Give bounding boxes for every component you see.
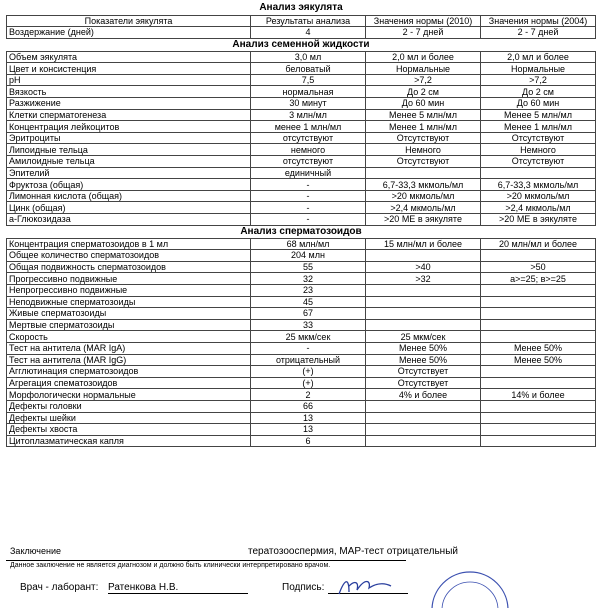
row-norm-2004: До 2 см — [481, 86, 596, 98]
row-norm-2004 — [481, 167, 596, 179]
row-result: (+) — [251, 377, 366, 389]
row-norm-2004 — [481, 412, 596, 424]
table-row — [7, 366, 596, 378]
row-result: - — [251, 342, 366, 354]
header-norm-2010: Значения нормы (2010) — [366, 15, 481, 27]
row-norm-2010: Отсутствует — [366, 366, 481, 378]
row-result: менее 1 млн/мл — [251, 121, 366, 133]
row-norm-2010 — [366, 424, 481, 436]
row-norm-2004 — [481, 400, 596, 412]
row-result: 45 — [251, 296, 366, 308]
row-label: Клетки сперматогенеза — [7, 109, 251, 121]
row-norm-2010: Менее 50% — [366, 342, 481, 354]
table-row — [7, 86, 596, 98]
row-norm-2010: Менее 50% — [366, 354, 481, 366]
row-label: Амилоидные тельца — [7, 156, 251, 168]
row-label: Цитоплазматическая капля — [7, 435, 251, 447]
row-result: (+) — [251, 366, 366, 378]
table-row — [7, 238, 596, 250]
table-row — [7, 412, 596, 424]
row-result: 4 — [251, 27, 366, 39]
row-norm-2004 — [481, 319, 596, 331]
row-norm-2004: Менее 1 млн/мл — [481, 121, 596, 133]
row-norm-2010 — [366, 319, 481, 331]
row-norm-2010 — [366, 412, 481, 424]
section-title: Анализ семенной жидкости — [232, 38, 370, 50]
row-norm-2010: Нормальные — [366, 63, 481, 75]
signature-image — [335, 574, 395, 600]
row-label: pH — [7, 74, 251, 86]
table-row — [7, 261, 596, 273]
row-result: 13 — [251, 424, 366, 436]
row-norm-2010 — [366, 308, 481, 320]
row-norm-2004: >7,2 — [481, 74, 596, 86]
table-row — [7, 296, 596, 308]
row-result: отрицательный — [251, 354, 366, 366]
row-result: 55 — [251, 261, 366, 273]
row-norm-2004 — [481, 296, 596, 308]
row-norm-2004: Менее 50% — [481, 342, 596, 354]
table-row — [7, 63, 596, 75]
section-title: Анализ сперматозоидов — [240, 225, 362, 237]
row-result: 32 — [251, 273, 366, 285]
row-label: а-Глюкозидаза — [7, 214, 251, 226]
table-row — [7, 273, 596, 285]
section-title-row — [7, 38, 596, 51]
row-norm-2004: 20 млн/мл и более — [481, 238, 596, 250]
row-norm-2010: Менее 5 млн/мл — [366, 109, 481, 121]
row-result: 66 — [251, 400, 366, 412]
table-row — [7, 354, 596, 366]
row-norm-2010 — [366, 167, 481, 179]
row-label: Общая подвижность сперматозоидов — [7, 261, 251, 273]
row-norm-2004 — [481, 308, 596, 320]
row-norm-2004: Нормальные — [481, 63, 596, 75]
table-row — [7, 308, 596, 320]
report-table — [6, 2, 596, 447]
row-norm-2004 — [481, 284, 596, 296]
row-norm-2004: 14% и более — [481, 389, 596, 401]
row-label: Цвет и консистенция — [7, 63, 251, 75]
header-param: Показатели эякулята — [7, 15, 251, 27]
row-result: нормальная — [251, 86, 366, 98]
row-result: 7,5 — [251, 74, 366, 86]
row-norm-2010: До 2 см — [366, 86, 481, 98]
table-row — [7, 190, 596, 202]
row-label: Скорость — [7, 331, 251, 343]
row-norm-2004: Немного — [481, 144, 596, 156]
row-label: Дефекты головки — [7, 400, 251, 412]
row-result: - — [251, 214, 366, 226]
row-label: Воздержание (дней) — [7, 27, 251, 39]
row-norm-2010: 2 - 7 дней — [366, 27, 481, 39]
row-result: беловатый — [251, 63, 366, 75]
row-result: немного — [251, 144, 366, 156]
row-label: Тест на антитела (MAR IgG) — [7, 354, 251, 366]
row-result: 30 минут — [251, 98, 366, 110]
row-norm-2004: Отсутствуют — [481, 156, 596, 168]
row-norm-2010: Менее 1 млн/мл — [366, 121, 481, 133]
row-norm-2004 — [481, 366, 596, 378]
row-label: Дефекты шейки — [7, 412, 251, 424]
row-label: Морфологически нормальные — [7, 389, 251, 401]
row-norm-2010: 2,0 мл и более — [366, 51, 481, 63]
table-row — [7, 284, 596, 296]
row-result: 13 — [251, 412, 366, 424]
header-norm-2004: Значения нормы (2004) — [481, 15, 596, 27]
table-row — [7, 435, 596, 447]
header-row — [7, 15, 596, 27]
row-norm-2004: 2 - 7 дней — [481, 27, 596, 39]
table-row — [7, 424, 596, 436]
row-result: 6 — [251, 435, 366, 447]
row-norm-2004 — [481, 435, 596, 447]
row-norm-2004: >2,4 мкмоль/мл — [481, 202, 596, 214]
table-row — [7, 121, 596, 133]
row-norm-2004: >20 МЕ в эякуляте — [481, 214, 596, 226]
table-row — [7, 74, 596, 86]
signature-label: Подпись: — [282, 582, 325, 593]
row-label: Цинк (общая) — [7, 202, 251, 214]
row-norm-2010 — [366, 435, 481, 447]
table-row — [7, 331, 596, 343]
row-norm-2004: 6,7-33,3 мкмоль/мл — [481, 179, 596, 191]
row-label: Разжижение — [7, 98, 251, 110]
table-row — [7, 144, 596, 156]
table-row — [7, 109, 596, 121]
row-label: Лимонная кислота (общая) — [7, 190, 251, 202]
row-label: Липоидные тельца — [7, 144, 251, 156]
row-norm-2004: a>=25; в>=25 — [481, 273, 596, 285]
row-label: Мертвые сперматозоиды — [7, 319, 251, 331]
row-result: - — [251, 190, 366, 202]
doctor-name: Ратенкова Н.В. — [108, 582, 248, 594]
row-label: Дефекты хвоста — [7, 424, 251, 436]
row-norm-2010: 25 мкм/сек — [366, 331, 481, 343]
row-result: 23 — [251, 284, 366, 296]
row-result: единичный — [251, 167, 366, 179]
row-norm-2010: >2,4 мкмоль/мл — [366, 202, 481, 214]
row-label: Агглютинация сперматозоидов — [7, 366, 251, 378]
row-norm-2004 — [481, 250, 596, 262]
row-label: Эритроциты — [7, 132, 251, 144]
row-label: Фруктоза (общая) — [7, 179, 251, 191]
row-norm-2010: Отсутствуют — [366, 156, 481, 168]
row-norm-2004: Менее 5 млн/мл — [481, 109, 596, 121]
row-result: 68 млн/мл — [251, 238, 366, 250]
row-label: Эпителий — [7, 167, 251, 179]
header-result: Результаты анализа — [251, 15, 366, 27]
row-label: Объем эякулята — [7, 51, 251, 63]
row-norm-2004: >50 — [481, 261, 596, 273]
row-result: 25 мкм/сек — [251, 331, 366, 343]
table-row — [7, 98, 596, 110]
row-norm-2010 — [366, 400, 481, 412]
row-label: Прогрессивно подвижные — [7, 273, 251, 285]
table-row — [7, 51, 596, 63]
row-label: Концентрация лейкоцитов — [7, 121, 251, 133]
row-norm-2010: >20 мкмоль/мл — [366, 190, 481, 202]
row-norm-2010: >7,2 — [366, 74, 481, 86]
row-norm-2004 — [481, 424, 596, 436]
row-norm-2004: 2,0 мл и более — [481, 51, 596, 63]
conclusion-label: Заключение — [10, 546, 61, 556]
row-norm-2010: 4% и более — [366, 389, 481, 401]
table-row — [7, 27, 596, 39]
row-norm-2010 — [366, 296, 481, 308]
row-norm-2010 — [366, 250, 481, 262]
row-label: Концентрация сперматозоидов в 1 мл — [7, 238, 251, 250]
row-norm-2010: Отсутствуют — [366, 132, 481, 144]
row-norm-2004: До 60 мин — [481, 98, 596, 110]
row-label: Тест на антитела (MAR IgA) — [7, 342, 251, 354]
row-label: Агрегация спематозоидов — [7, 377, 251, 389]
row-result: - — [251, 179, 366, 191]
row-label: Вязкость — [7, 86, 251, 98]
row-result: отсутствуют — [251, 156, 366, 168]
row-result: - — [251, 202, 366, 214]
row-norm-2010: >40 — [366, 261, 481, 273]
row-label: Общее количество сперматозоидов — [7, 250, 251, 262]
row-norm-2004: >20 мкмоль/мл — [481, 190, 596, 202]
row-result: 67 — [251, 308, 366, 320]
row-result: 3 млн/мл — [251, 109, 366, 121]
row-norm-2004: Менее 50% — [481, 354, 596, 366]
row-result: 33 — [251, 319, 366, 331]
table-row — [7, 167, 596, 179]
table-row — [7, 132, 596, 144]
disclaimer: Данное заключение не является диагнозом и должно быть клинически интерпретировано врачом. — [10, 562, 331, 569]
row-label: Непрогрессивно подвижные — [7, 284, 251, 296]
table-row — [7, 389, 596, 401]
table-row — [7, 342, 596, 354]
table-row — [7, 214, 596, 226]
row-result: 2 — [251, 389, 366, 401]
doctor-label: Врач - лаборант: — [20, 582, 99, 593]
section-title-row — [7, 225, 596, 238]
row-result: отсутствуют — [251, 132, 366, 144]
table-row — [7, 319, 596, 331]
row-norm-2010: >32 — [366, 273, 481, 285]
row-norm-2010 — [366, 284, 481, 296]
row-result: 3,0 мл — [251, 51, 366, 63]
row-result: 204 млн — [251, 250, 366, 262]
table-row — [7, 156, 596, 168]
row-norm-2010: До 60 мин — [366, 98, 481, 110]
section-title-row — [7, 2, 596, 15]
stamp-image — [420, 568, 510, 608]
row-label: Неподвижные сперматозоиды — [7, 296, 251, 308]
row-norm-2010: 15 млн/мл и более — [366, 238, 481, 250]
table-row — [7, 377, 596, 389]
table-row — [7, 202, 596, 214]
row-norm-2004 — [481, 377, 596, 389]
row-norm-2010: Немного — [366, 144, 481, 156]
row-norm-2004 — [481, 331, 596, 343]
row-label: Живые сперматозоиды — [7, 308, 251, 320]
row-norm-2010: Отсутствует — [366, 377, 481, 389]
conclusion-value: тератозооспермия, MAP-тест отрицательный — [248, 546, 458, 557]
row-norm-2004: Отсутствуют — [481, 132, 596, 144]
row-norm-2010: >20 МЕ в эякуляте — [366, 214, 481, 226]
table-row — [7, 400, 596, 412]
section-title: Анализ эякулята — [259, 2, 343, 14]
row-norm-2010: 6,7-33,3 мкмоль/мл — [366, 179, 481, 191]
table-row — [7, 179, 596, 191]
table-row — [7, 250, 596, 262]
